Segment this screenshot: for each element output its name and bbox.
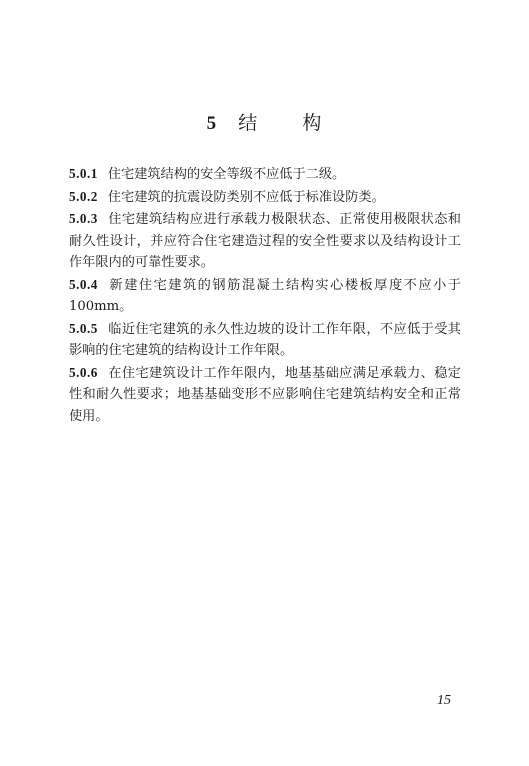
clause-5-0-5 <box>69 318 461 362</box>
clause-text: 住宅建筑结构的安全等级不应低于二级。 <box>107 167 346 182</box>
clause-5-0-1 <box>69 163 461 186</box>
chapter-title <box>0 108 529 135</box>
clause-5-0-4 <box>69 274 461 318</box>
clause-text: 住宅建筑的抗震设防类别不应低于标准设防类。 <box>107 189 385 205</box>
chapter-number: 5 <box>206 113 218 134</box>
clause-text: 新建住宅建筑的钢筋混凝土结构实心楼板厚度不应小于100mm。 <box>69 277 461 314</box>
clause-number: 5.0.3 <box>69 211 98 226</box>
chapter-title-part1: 结 <box>238 112 259 134</box>
page-number: 15 <box>437 693 451 708</box>
clause-list <box>69 163 461 427</box>
clause-text: 住宅建筑结构应进行承载力极限状态、正常使用极限状态和耐久性设计，并应符合住宅建造过程的安全性要求以及结构设计工作年限内的可靠性要求。 <box>69 212 461 270</box>
clause-5-0-2 <box>69 186 461 209</box>
clause-number: 5.0.2 <box>69 188 98 204</box>
clause-text: 临近住宅建筑的永久性边坡的设计工作年限，不应低于受其影响的住宅建筑的结构设计工作年限。 <box>69 321 461 358</box>
clause-number: 5.0.6 <box>69 364 98 380</box>
clause-5-0-6 <box>69 362 461 428</box>
clause-number: 5.0.1 <box>69 166 98 181</box>
clause-5-0-3 <box>69 208 461 274</box>
clause-number: 5.0.5 <box>69 320 98 336</box>
clause-number: 5.0.4 <box>69 276 98 292</box>
chapter-title-part2: 构 <box>302 112 323 134</box>
clause-text: 在住宅建筑设计工作年限内，地基基础应满足承载力、稳定性和耐久性要求；地基基础变形不应影响住宅建筑结构安全和正常使用。 <box>69 365 461 424</box>
